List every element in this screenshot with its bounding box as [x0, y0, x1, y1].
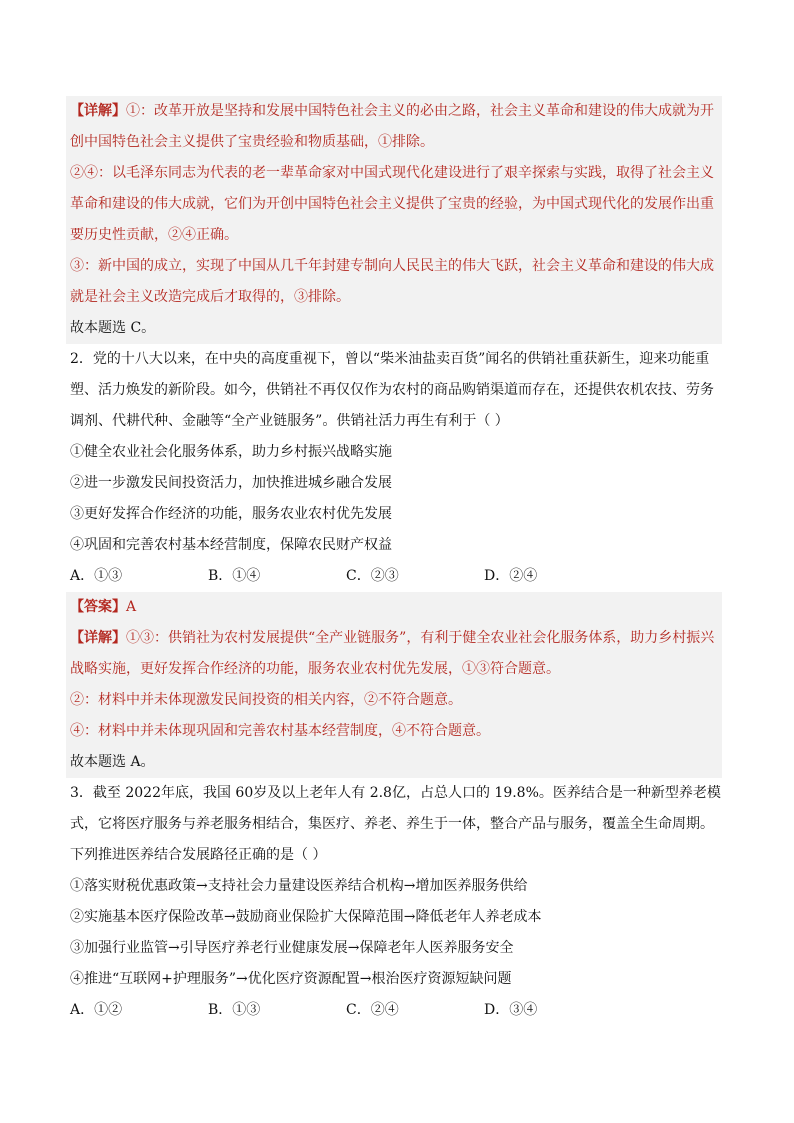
q2-analysis-l4: ④：材料中并未体现巩固和完善农村基本经营制度，④不符合题意。 [70, 723, 490, 739]
q2-option-c[interactable]: C．②③ [346, 568, 399, 584]
q2-item: ④巩固和完善农村基本经营制度，保障农民财产权益 [70, 537, 392, 553]
answer-value: A [126, 599, 137, 615]
q3-option-d[interactable]: D．③④ [484, 1002, 538, 1018]
answer-label: 【答案】 [70, 599, 126, 615]
q3-option-c[interactable]: C．②④ [346, 1002, 399, 1018]
document-page [66, 96, 722, 1026]
q3-option-a[interactable]: A．①② [70, 1002, 123, 1018]
q2-answer [66, 592, 722, 623]
q3-stem-l3: 下列推进医养结合发展路径正确的是（ ） [70, 847, 327, 863]
q3-item: ③加强行业监管→引导医疗养老行业健康发展→保障老年人医养服务安全 [70, 940, 514, 956]
q2-conclusion: 故本题选 A。 [70, 754, 155, 770]
q1-analysis-p2-l1: ②④：以毛泽东同志为代表的老一辈革命家对中国式现代化建设进行了艰辛探索与实践，取得了社会主义 [70, 165, 714, 181]
q2-answer-block [66, 592, 722, 778]
q3-stem-l2: 式，它将医疗服务与养老服务相结合，集医疗、养老、养生于一体，整合产品与服务，覆盖全生命周期。 [70, 816, 714, 832]
q3-item: ①落实财税优惠政策→支持社会力量建设医养结合机构→增加医养服务供给 [70, 878, 528, 894]
q2-option-d[interactable]: D．②④ [484, 568, 538, 584]
q3-item: ②实施基本医疗保险改革→鼓励商业保险扩大保障范围→降低老年人养老成本 [70, 909, 542, 925]
q2-item: ①健全农业社会化服务体系，助力乡村振兴战略实施 [70, 444, 392, 460]
q2-analysis-l2: 战略实施，更好发挥合作经济的功能，服务农业农村优先发展，①③符合题意。 [70, 661, 560, 677]
q2-option-a[interactable]: A．①③ [70, 568, 123, 584]
q1-analysis-p3-l2: 就是社会主义改造完成后才取得的，③排除。 [70, 289, 350, 305]
analysis-label: 【详解】 [70, 630, 126, 646]
q2-options [66, 561, 722, 592]
q2-analysis-l1: 【详解】①③：供销社为农村发展提供“全产业链服务”，有利于健全农业社会化服务体系，助力乡村振兴 [70, 630, 715, 646]
q1-analysis-block [66, 96, 722, 344]
q2-option-b[interactable]: B．①④ [208, 568, 261, 584]
q2-stem-l2: 塑、活力焕发的新阶段。如今，供销社不再仅仅作为农村的商品购销渠道而存在，还提供农机农技、劳务 [70, 382, 714, 398]
analysis-label: 【详解】 [70, 103, 126, 119]
q2-item: ②进一步激发民间投资活力，加快推进城乡融合发展 [70, 475, 392, 491]
q2-analysis-l3: ②：材料中并未体现激发民间投资的相关内容，②不符合题意。 [70, 692, 462, 708]
q1-analysis-p2-l3: 要历史性贡献，②④正确。 [70, 227, 238, 243]
q1-analysis-p1-l2: 创中国特色社会主义提供了宝贵经验和物质基础，①排除。 [70, 134, 434, 150]
q1-conclusion: 故本题选 C。 [70, 320, 156, 336]
q3-option-b[interactable]: B．①③ [208, 1002, 261, 1018]
q1-analysis-p2-l2: 革命和建设的伟大成就，它们为开创中国特色社会主义提供了宝贵的经验，为中国式现代化的发展作出重 [70, 196, 714, 212]
q3-options [66, 995, 722, 1026]
question-3 [66, 778, 722, 1026]
q3-stem-l1: 3．截至 2022年底，我国 60岁及以上老年人有 2.8亿，占总人口的 19.8%。医养结合是一种新型养老模 [70, 785, 721, 801]
q1-analysis-p3-l1: ③：新中国的成立，实现了中国从几千年封建专制向人民民主的伟大飞跃，社会主义革命和建设的伟大成 [70, 258, 714, 274]
q1-analysis-p1-l1: 【详解】①：改革开放是坚持和发展中国特色社会主义的必由之路，社会主义革命和建设的伟大成就为开 [70, 103, 714, 119]
q2-stem-l1: 2．党的十八大以来，在中央的高度重视下，曾以“柴米油盐卖百货”闻名的供销社重获新生，迎来功能重 [70, 351, 710, 367]
q3-item: ④推进“互联网+护理服务”→优化医疗资源配置→根治医疗资源短缺问题 [70, 971, 512, 987]
question-2 [66, 344, 722, 592]
q2-stem-l3: 调剂、代耕代种、金融等“全产业链服务”。供销社活力再生有利于（ ） [70, 413, 509, 429]
q2-item: ③更好发挥合作经济的功能，服务农业农村优先发展 [70, 506, 392, 522]
